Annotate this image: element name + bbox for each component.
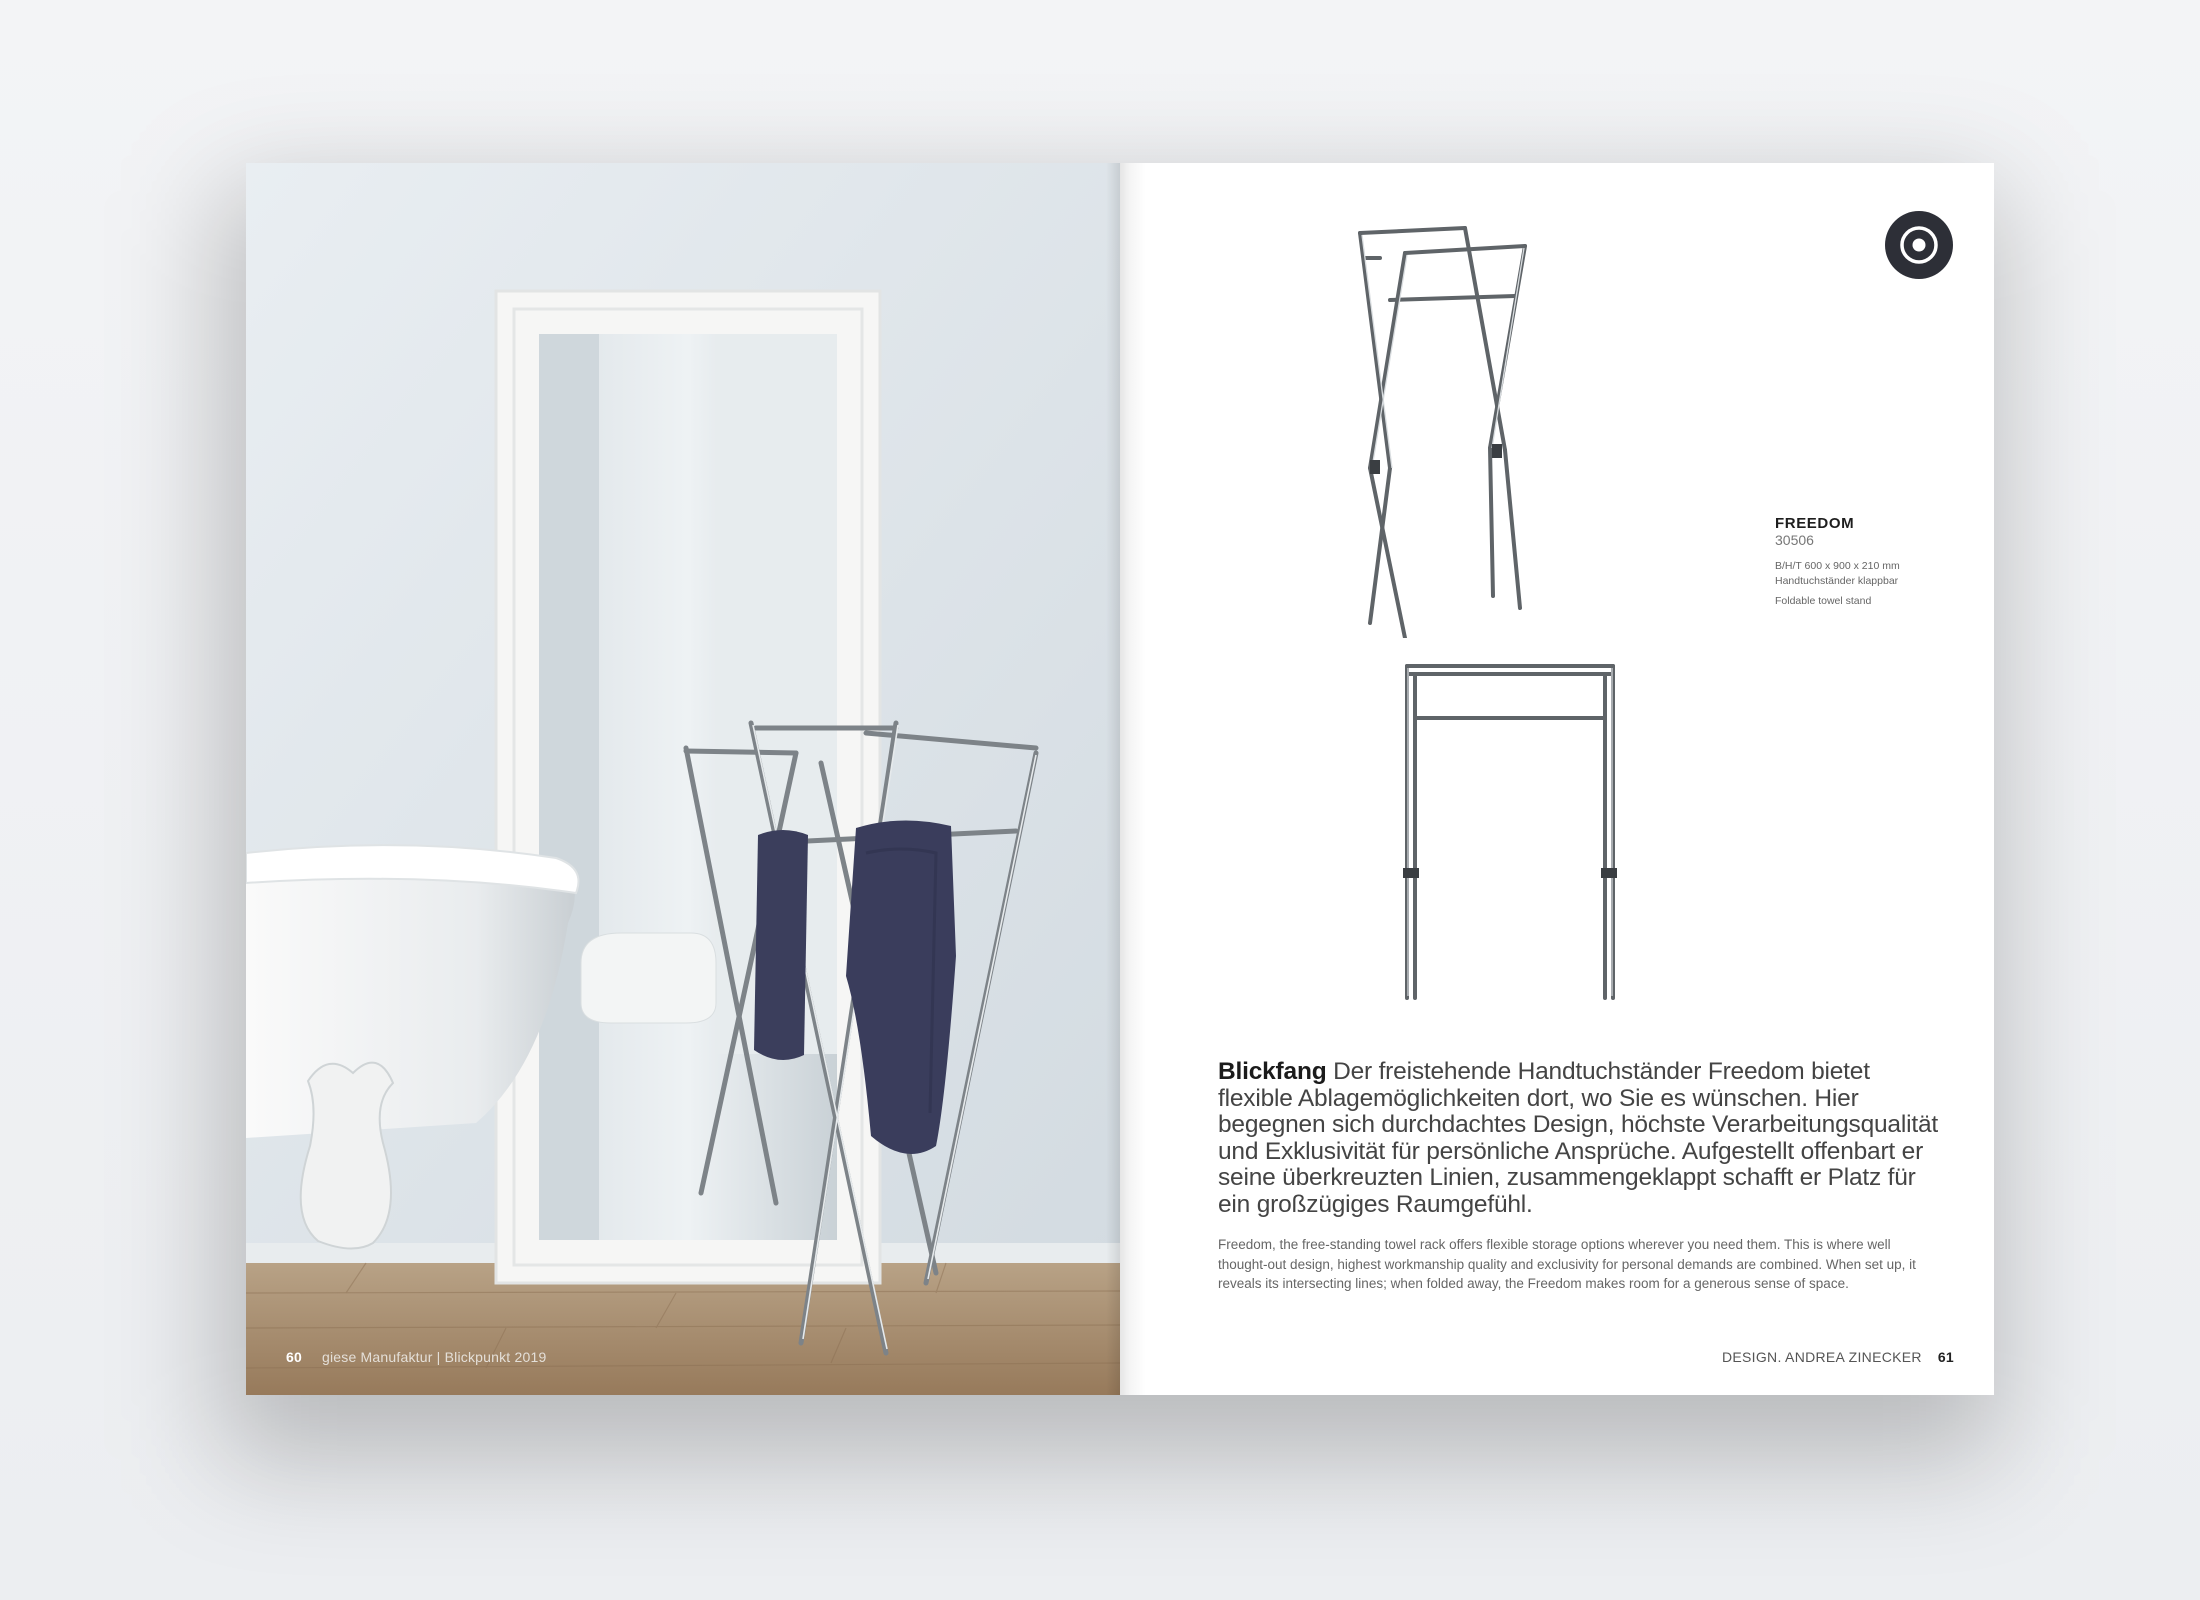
product-code: 30506 bbox=[1775, 532, 1814, 548]
body-text-english: Freedom, the free-standing towel rack offers flexible storage options wherever you need them. This is where well thought-out design, highest workmanship quality and exclusivity for personal demands are combined. When set up, it reveals its intersecting lines; when folded away, the Freedom makes room for a generous sense of space. bbox=[1218, 1237, 1916, 1291]
bathroom-photo bbox=[246, 163, 1120, 1395]
left-page bbox=[246, 163, 1120, 1395]
product-description-en: Foldable towel stand bbox=[1775, 595, 1872, 607]
left-page-footer bbox=[286, 1349, 546, 1365]
publication-name: giese Manufaktur | Blickpunkt 2019 bbox=[321, 1349, 547, 1365]
product-dimensions: B/H/T 600 x 900 x 210 mm bbox=[1775, 560, 1900, 572]
product-image-open bbox=[1350, 218, 1650, 638]
body-lead-word: Blickfang bbox=[1218, 1058, 1327, 1085]
right-page-number: 61 bbox=[1937, 1349, 1954, 1365]
product-description-de: Handtuchständer klappbar bbox=[1775, 575, 1899, 587]
body-text-german bbox=[1218, 1059, 1938, 1218]
body-text-german-content: Der freistehende Handtuchständer Freedom bietet flexible Ablagemöglichkeiten dort, wo Sie es wünschen. Hier begegnen sich durchdachtes Design, höchste Verarbeitungsqualität und Exklusivität für persönliche Ansprüche. Aufgestellt offenbart er seine überkreuzten Linien, zusammengeklappt schafft er Platz für ein großzügiges Raumgefühl. bbox=[1218, 1058, 1938, 1218]
magazine-spread bbox=[246, 163, 1994, 1395]
product-name: FREEDOM bbox=[1775, 515, 1855, 532]
target-circle-icon bbox=[1885, 211, 1953, 279]
right-page-footer bbox=[1722, 1349, 1954, 1365]
product-image-folded bbox=[1395, 658, 1625, 1003]
designer-credit: DESIGN. ANDREA ZINECKER bbox=[1721, 1349, 1922, 1365]
left-page-number: 60 bbox=[286, 1349, 302, 1365]
product-info bbox=[1775, 515, 1975, 607]
right-page bbox=[1120, 163, 1994, 1395]
